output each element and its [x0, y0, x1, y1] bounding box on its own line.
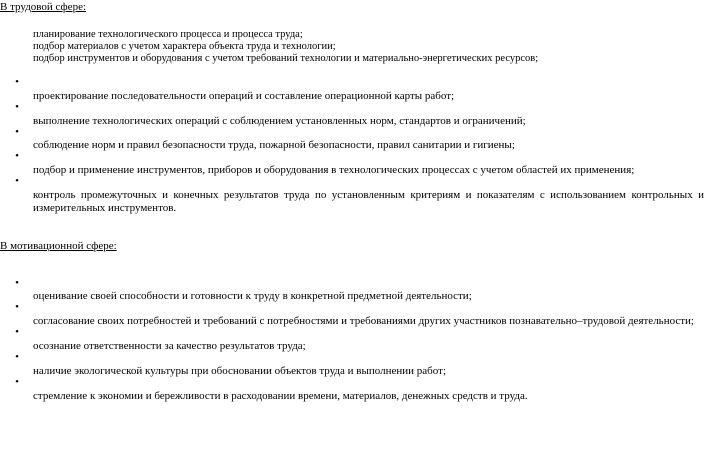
bullet-icon: • — [15, 126, 19, 138]
bullet-icon: • — [15, 376, 19, 388]
labor-list-item: выполнение технологических операций с соблюдением установленных норм, стандартов и ограничений; — [33, 115, 526, 127]
labor-plain-item: планирование технологического процесса и процесса труда; — [33, 29, 303, 40]
labor-plain-item: подбор инструментов и оборудования с учетом требований технологии и материально-энергетических ресурсов; — [33, 53, 539, 64]
bullet-icon: • — [15, 150, 19, 162]
labor-list-item: соблюдение норм и правил безопасности труда, пожарной безопасности, правил санитарии и гигиены; — [33, 139, 515, 151]
motivation-list-item: согласование своих потребностей и требований с потребностями и требованиями других участников познавательно–трудовой деятельности; — [33, 315, 694, 327]
bullet-icon: • — [15, 175, 19, 187]
bullet-icon: • — [15, 101, 19, 113]
bullet-icon: • — [15, 351, 19, 363]
labor-section-heading: В трудовой сфере: — [0, 1, 87, 13]
labor-plain-item: подбор материалов с учетом характера объекта труда и технологии; — [33, 41, 336, 52]
bullet-icon: • — [15, 301, 19, 313]
labor-list-item: подбор и применение инструментов, приборов и оборудования в технологических процессах с учетом областей их применения; — [33, 164, 635, 176]
bullet-icon: • — [15, 76, 19, 88]
labor-list-item: проектирование последовательности операций и составление операционной карты работ; — [33, 90, 455, 102]
motivation-list-item: наличие экологической культуры при обосновании объектов труда и выполнении работ; — [33, 365, 446, 377]
labor-list-item: контроль промежуточных и конечных результатов труда по установленным критериям и показателям с использованием контрольных и измерительных инструментов. — [33, 189, 704, 214]
motivation-list-item: стремление к экономии и бережливости в расходовании времени, материалов, денежных средств и труда. — [33, 390, 528, 402]
motivation-section-heading: В мотивационной сфере: — [0, 240, 117, 252]
bullet-icon: • — [15, 326, 19, 338]
motivation-list-item: осознание ответственности за качество результатов труда; — [33, 340, 306, 352]
motivation-list-item: оценивание своей способности и готовности к труду в конкретной предметной деятельности; — [33, 290, 472, 302]
bullet-icon: • — [15, 277, 19, 289]
